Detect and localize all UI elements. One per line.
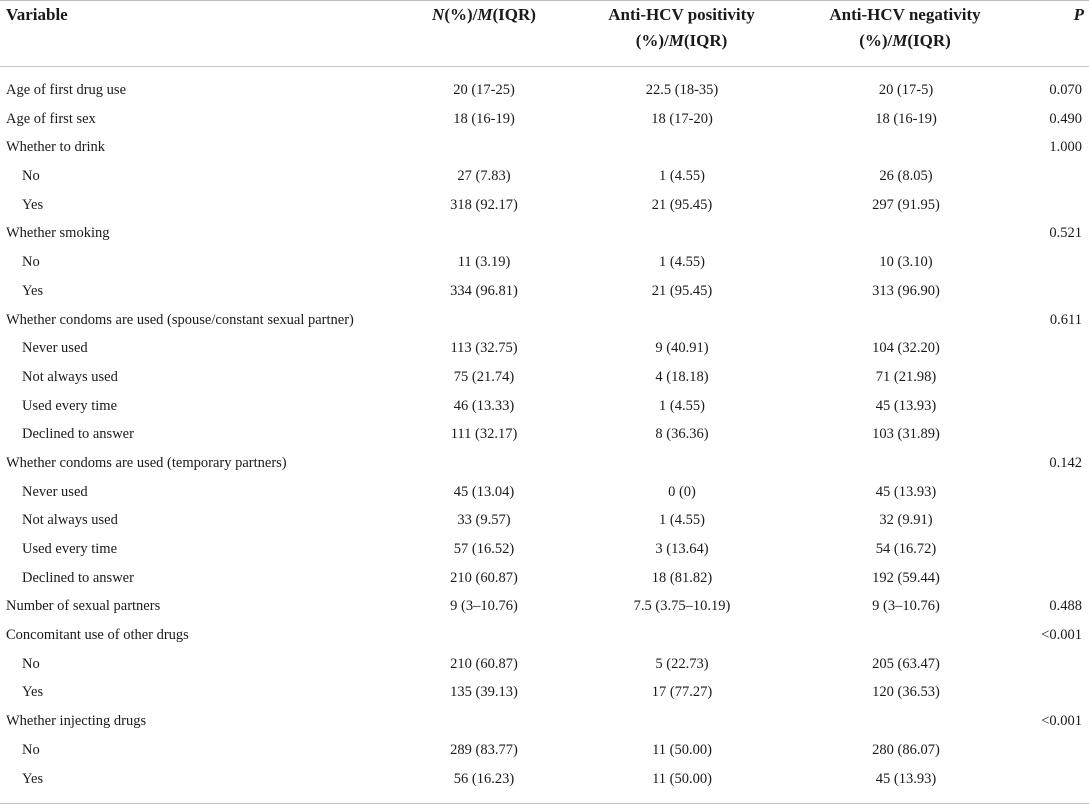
cell-variable: Yes xyxy=(22,282,44,299)
table-row xyxy=(0,277,1089,306)
header-p-value: P xyxy=(1073,5,1084,24)
cell-variable: Number of sexual partners xyxy=(6,598,161,615)
header-anti-hcv-negativity: Anti-HCV negativity (%)/M(IQR) xyxy=(829,5,981,50)
cell-n-iqr: 33 (9.57) xyxy=(457,512,511,529)
cell-negativity: 18 (16-19) xyxy=(875,110,937,127)
cell-positivity: 18 (81.82) xyxy=(651,569,713,586)
cell-positivity: 0 (0) xyxy=(668,483,696,500)
cell-variable: Yes xyxy=(22,770,44,787)
cell-variable: Whether smoking xyxy=(6,225,110,242)
table-row xyxy=(0,191,1089,220)
cell-n-iqr: 20 (17-25) xyxy=(453,82,515,98)
cell-negativity: 10 (3.10) xyxy=(879,254,933,271)
cell-negativity: 20 (17-5) xyxy=(878,82,934,98)
cell-n-iqr: 45 (13.04) xyxy=(453,483,515,500)
cell-p-value: 0.070 xyxy=(1049,82,1082,98)
cell-variable: Never used xyxy=(22,340,88,357)
cell-variable: No xyxy=(22,168,40,185)
cell-variable: Yes xyxy=(22,684,44,701)
table-row xyxy=(0,420,1089,449)
cell-positivity: 1 (4.55) xyxy=(659,168,705,185)
cell-n-iqr: 210 (60.87) xyxy=(450,655,518,672)
cell-negativity: 297 (91.95) xyxy=(872,196,940,213)
cell-n-iqr: 11 (3.19) xyxy=(457,254,511,271)
cell-n-iqr: 27 (7.83) xyxy=(457,168,511,185)
cell-variable: Used every time xyxy=(22,397,118,414)
cell-n-iqr: 9 (3–10.76) xyxy=(450,598,518,615)
table-row xyxy=(0,334,1089,363)
cell-positivity: 18 (17-20) xyxy=(651,110,713,127)
cell-negativity: 120 (36.53) xyxy=(872,684,940,701)
cell-variable: No xyxy=(22,741,40,758)
cell-p-value: <0.001 xyxy=(1041,627,1082,644)
cell-negativity: 313 (96.90) xyxy=(872,282,940,299)
cell-variable: Whether condoms are used (spouse/constant sexual partner) xyxy=(6,311,354,328)
table-row xyxy=(0,363,1089,392)
cell-n-iqr: 210 (60.87) xyxy=(450,569,518,586)
table-header xyxy=(0,0,1089,66)
cell-negativity: 205 (63.47) xyxy=(872,655,940,672)
cell-variable: Never used xyxy=(22,483,88,500)
cell-positivity: 3 (13.64) xyxy=(655,541,709,557)
table-row xyxy=(0,478,1089,507)
cell-positivity: 4 (18.18) xyxy=(655,368,709,385)
table-body xyxy=(0,76,1089,793)
cell-p-value: 0.490 xyxy=(1049,110,1082,127)
cell-p-value: 0.488 xyxy=(1049,598,1082,615)
header-variable: Variable xyxy=(6,5,68,24)
cell-negativity: 45 (13.93) xyxy=(875,483,937,500)
cell-n-iqr: 57 (16.52) xyxy=(453,541,515,557)
table-bottom-rule xyxy=(0,803,1089,804)
cell-positivity: 1 (4.55) xyxy=(659,254,705,271)
table-row xyxy=(0,765,1089,794)
cell-n-iqr: 18 (16-19) xyxy=(453,110,515,127)
table-row xyxy=(0,133,1089,162)
cell-variable: Whether injecting drugs xyxy=(6,713,147,730)
cell-negativity: 103 (31.89) xyxy=(872,426,940,443)
cell-negativity: 45 (13.93) xyxy=(875,770,937,787)
table-row xyxy=(0,564,1089,593)
cell-variable: Not always used xyxy=(22,368,118,385)
table-row xyxy=(0,592,1089,621)
table-row xyxy=(0,162,1089,191)
cell-positivity: 1 (4.55) xyxy=(659,397,705,414)
cell-positivity: 21 (95.45) xyxy=(651,196,713,213)
cell-n-iqr: 334 (96.81) xyxy=(450,282,518,299)
table-row xyxy=(0,621,1089,650)
cell-variable: Age of first sex xyxy=(6,110,96,127)
table-row xyxy=(0,76,1089,105)
cell-n-iqr: 111 (32.17) xyxy=(450,426,518,443)
cell-n-iqr: 135 (39.13) xyxy=(450,684,518,701)
cell-positivity: 7.5 (3.75–10.19) xyxy=(633,598,731,615)
cell-variable: Age of first drug use xyxy=(6,82,127,98)
table-header-rule xyxy=(0,66,1089,67)
cell-n-iqr: 75 (21.74) xyxy=(453,368,515,385)
cell-p-value: 0.142 xyxy=(1049,454,1082,471)
table-row xyxy=(0,506,1089,535)
cell-negativity: 71 (21.98) xyxy=(875,368,937,385)
cell-positivity: 21 (95.45) xyxy=(651,282,713,299)
cell-n-iqr: 289 (83.77) xyxy=(450,741,518,758)
table-row xyxy=(0,707,1089,736)
cell-variable: Declined to answer xyxy=(22,426,134,443)
cell-p-value: 0.521 xyxy=(1049,225,1082,242)
cell-variable: Declined to answer xyxy=(22,569,134,586)
cell-variable: Whether condoms are used (temporary partners) xyxy=(6,454,287,471)
table-row xyxy=(0,306,1089,335)
cell-positivity: 22.5 (18-35) xyxy=(645,82,719,98)
cell-n-iqr: 46 (13.33) xyxy=(453,397,515,414)
table-row xyxy=(0,392,1089,421)
cell-p-value: <0.001 xyxy=(1041,713,1082,730)
table-row xyxy=(0,105,1089,134)
cell-variable: Concomitant use of other drugs xyxy=(6,627,189,644)
cell-positivity: 17 (77.27) xyxy=(651,684,713,701)
cell-positivity: 8 (36.36) xyxy=(655,426,709,443)
table-row xyxy=(0,650,1089,679)
cell-variable: Not always used xyxy=(22,512,118,529)
cell-variable: Yes xyxy=(22,196,44,213)
cell-negativity: 32 (9.91) xyxy=(879,512,933,529)
cell-negativity: 45 (13.93) xyxy=(875,397,937,414)
cell-n-iqr: 56 (16.23) xyxy=(453,770,515,787)
cell-negativity: 26 (8.05) xyxy=(879,168,933,185)
cell-variable: No xyxy=(22,655,40,672)
table-row xyxy=(0,678,1089,707)
cell-n-iqr: 113 (32.75) xyxy=(450,340,518,357)
cell-variable: Whether to drink xyxy=(6,139,106,156)
cell-positivity: 11 (50.00) xyxy=(652,770,712,787)
cell-negativity: 192 (59.44) xyxy=(872,569,940,586)
cell-positivity: 5 (22.73) xyxy=(655,655,709,672)
cell-p-value: 0.611 xyxy=(1049,311,1082,328)
table-row xyxy=(0,449,1089,478)
cell-negativity: 280 (86.07) xyxy=(872,741,940,758)
cell-p-value: 1.000 xyxy=(1049,139,1082,156)
table-row xyxy=(0,736,1089,765)
table-row xyxy=(0,219,1089,248)
cell-n-iqr: 318 (92.17) xyxy=(450,196,518,213)
cell-variable: Used every time xyxy=(22,541,118,557)
cell-positivity: 11 (50.00) xyxy=(652,741,712,758)
cell-positivity: 1 (4.55) xyxy=(659,512,705,529)
cell-positivity: 9 (40.91) xyxy=(655,340,709,357)
cell-negativity: 54 (16.72) xyxy=(875,541,937,557)
table-row xyxy=(0,535,1089,564)
header-n-iqr: N(%)/M(IQR) xyxy=(432,5,536,24)
table-row xyxy=(0,248,1089,277)
cell-negativity: 104 (32.20) xyxy=(872,340,940,357)
header-anti-hcv-positivity: Anti-HCV positivity (%)/M(IQR) xyxy=(608,5,755,50)
cell-negativity: 9 (3–10.76) xyxy=(872,598,940,615)
cell-variable: No xyxy=(22,254,40,271)
